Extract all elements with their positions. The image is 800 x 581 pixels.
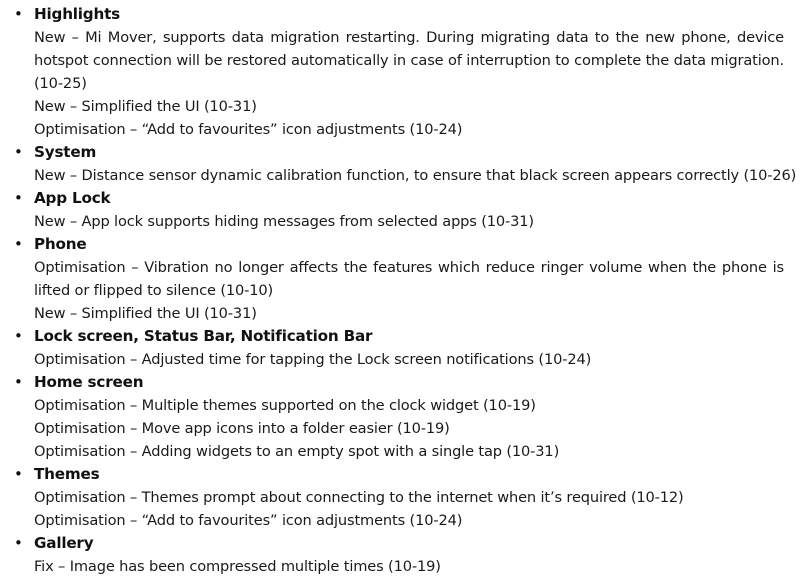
section-title: Lock screen, Status Bar, Notification Bar: [34, 327, 373, 345]
section-themes: [14, 463, 784, 532]
section-home-screen: [14, 371, 784, 463]
section-title: App Lock: [34, 189, 111, 207]
changelog-entry: Optimisation – Adding widgets to an empty spot with a single tap (10-31): [34, 443, 560, 460]
bullet-icon: •: [14, 235, 23, 253]
changelog-entry: Optimisation – “Add to favourites” icon adjustments (10-24): [34, 121, 463, 138]
changelog-entry: Optimisation – Themes prompt about connecting to the internet when it’s required (10-12): [34, 489, 684, 506]
section-title: Home screen: [34, 373, 144, 391]
section-title: Phone: [34, 235, 87, 253]
bullet-icon: •: [14, 5, 23, 23]
bullet-icon: •: [14, 189, 23, 207]
section-app-lock: [14, 187, 784, 233]
changelog-entry: New – App lock supports hiding messages from selected apps (10-31): [34, 213, 534, 230]
section-title: Highlights: [34, 5, 120, 23]
bullet-icon: •: [14, 143, 23, 161]
section-gallery: [14, 532, 784, 578]
section-title: System: [34, 143, 97, 161]
changelog-entry: Optimisation – “Add to favourites” icon adjustments (10-24): [34, 512, 463, 529]
changelog-entry: Optimisation – Adjusted time for tapping the Lock screen notifications (10-24): [34, 351, 592, 368]
bullet-icon: •: [14, 534, 23, 552]
bullet-icon: •: [14, 327, 23, 345]
section-system: [14, 141, 797, 187]
changelog-entry: New – Simplified the UI (10-31): [34, 98, 257, 115]
changelog-entry: New – Simplified the UI (10-31): [34, 305, 257, 322]
changelog-entry: Optimisation – Move app icons into a folder easier (10-19): [34, 420, 450, 437]
bullet-icon: •: [14, 465, 23, 483]
changelog-entry: Fix – Image has been compressed multiple times (10-19): [34, 558, 441, 575]
changelog-entry: New – Mi Mover, supports data migration restarting. During migrating data to the new phone, device hotspot connection will be restored automatically in case of interruption to complete the data migration. (10-25): [34, 29, 784, 92]
changelog-entry: Optimisation – Vibration no longer affects the features which reduce ringer volume when the phone is lifted or flipped to silence (10-10): [34, 259, 784, 299]
section-title: Themes: [34, 465, 100, 483]
changelog-entry: New – Distance sensor dynamic calibration function, to ensure that black screen appears correctly (10-26): [34, 167, 797, 184]
section-title: Gallery: [34, 534, 94, 552]
changelog-entry: Optimisation – Multiple themes supported on the clock widget (10-19): [34, 397, 536, 414]
section-phone: [14, 233, 784, 325]
section-highlights: [14, 3, 784, 141]
bullet-icon: •: [14, 373, 23, 391]
section-lock-screen: [14, 325, 784, 371]
